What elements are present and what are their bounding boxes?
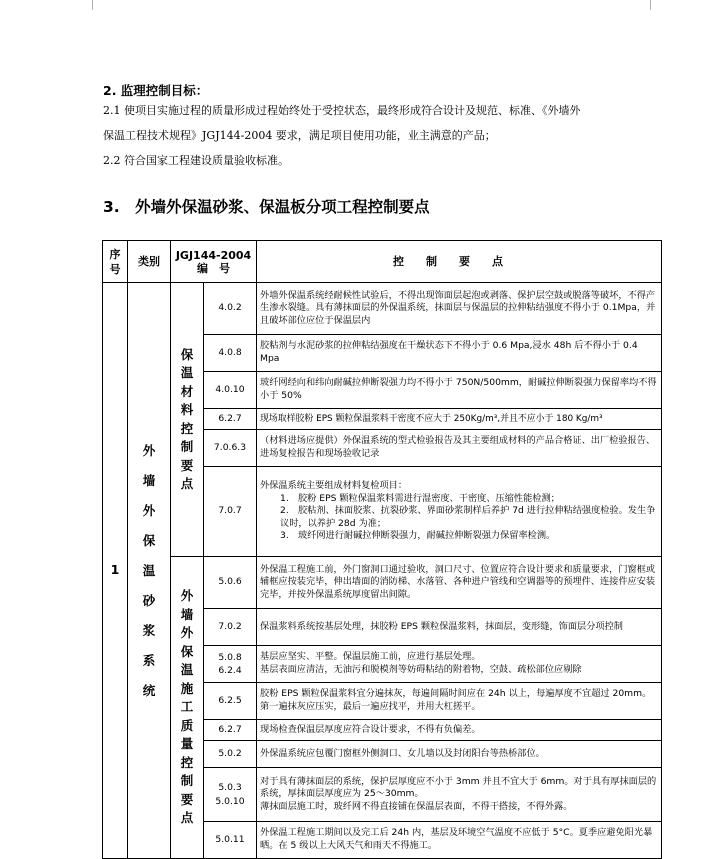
vertical-char: 要 (180, 791, 194, 807)
row-seq-number: 1 (103, 283, 128, 859)
requirement-cell: 对于具有薄抹面层的系统，保护层厚度应不小于 3mm 并且不宜大于 6mm。对于具有厚抹面层的系统，厚抹面层厚度应为 25～30mm。 薄抹面层施工时，玻纤网不得直接铺在保温层表面，不得干搭接，不得外露。 (257, 768, 662, 822)
vertical-char: 控 (180, 420, 194, 436)
requirement-cell: 外保温系统应包覆门窗框外侧洞口、女儿墙以及封闭阳台等热桥部位。 (257, 741, 662, 768)
vertical-char: 温 (180, 662, 194, 678)
vertical-char: 外 (142, 442, 156, 458)
requirement-cell: 胶粘剂与水泥砂浆的拉伸粘结强度在干燥状态下不得小于 0.6 Mpa,浸水 48h 后不得小于 0.4 Mpa (257, 335, 662, 372)
section-2-2: 2.2 符合国家工程建设质量验收标准。 (103, 154, 289, 167)
requirement-cell: 现场检查保温层厚度应符合设计要求，不得有负偏差。 (257, 720, 662, 741)
vertical-char: 点 (180, 810, 194, 826)
requirement-cell: 现场取样胶粉 EPS 颗粒保温浆料干密度不应大于 250Kg/m³,并且不应小于 180 Kg/m³ (257, 409, 662, 430)
header-code (171, 241, 257, 283)
header-requirements-text: 控制要点 (393, 255, 526, 268)
vertical-char: 温 (180, 365, 194, 380)
section-3-title: 3. 外墙外保温砂浆、保温板分项工程控制要点 (103, 198, 430, 216)
code-cell: 6.2.7 (204, 720, 257, 741)
requirement-cell: 外保温工程施工前，外门窗洞口通过验收，洞口尺寸、位置应符合设计要求和质量要求，门窗框或辅框应按装完毕，伸出墙面的消防梯、水落管、各种进户管线和空调器等的预埋件、连接件应安装完毕，并按外保温系统厚度留出间隙。 (257, 557, 662, 609)
code-cell: 5.0.2 (204, 741, 257, 768)
vertical-char: 墙 (180, 606, 194, 622)
requirement-intro: 外保温系统主要组成材料复检项目： (260, 480, 408, 492)
code-cell: 5.0.8 6.2.4 (204, 646, 257, 683)
header-code-line1: JGJ144-2004 (175, 248, 252, 262)
vertical-char: 砂 (142, 592, 156, 608)
requirement-item-3: 3. 玻纤网进行耐碱拉伸断裂强力，耐碱拉伸断裂强力保留率检测。 (280, 530, 556, 542)
vertical-char: 外 (142, 502, 156, 518)
table-header-row (103, 241, 662, 283)
vertical-char: 温 (142, 562, 156, 578)
vertical-char: 工 (180, 699, 194, 715)
code-cell: 5.0.3 5.0.10 (204, 768, 257, 822)
table-row (103, 283, 662, 335)
page-corner-mark-right (650, 0, 661, 10)
vertical-char: 施 (180, 680, 194, 696)
group-materials-cell (171, 283, 204, 557)
requirement-cell: 外墙外保温系统经耐候性试验后，不得出现饰面层起泡或剥落、保护层空鼓或脱落等破坏，不得产生渗水裂缝。具有薄抹面层的外保温系统，抹面层与保温层的拉伸粘结强度不得小于 0.1Mpa，并且破坏部位应位于保温层内 (257, 283, 662, 335)
vertical-char: 料 (180, 402, 194, 417)
requirement-cell: 保温浆料系统按基层处理，抹胶粉 EPS 颗粒保温浆料，抹面层，变形缝，饰面层分项控制 (257, 609, 662, 646)
section-2-1-line2: 保温工程技术规程》JGJ144-2004 要求，满足项目使用功能，业主满意的产品； (103, 129, 496, 142)
vertical-char: 制 (180, 439, 194, 454)
page-corner-mark-left (82, 0, 93, 10)
code-cell: 6.2.7 (204, 409, 257, 430)
vertical-char: 制 (180, 773, 194, 789)
section-2-1-line1: 2.1 使项目实施过程的质量形成过程始终处于受控状态，最终形成符合设计及规范、标准、《外墙外 (103, 104, 581, 117)
vertical-char: 浆 (142, 622, 156, 638)
code-cell: 4.0.8 (204, 335, 257, 372)
vertical-char: 质 (180, 717, 194, 733)
requirement-cell: 玻纤网经向和纬向耐碱拉伸断裂强力均不得小于 750N/500mm，耐碱拉伸断裂强力保留率均不得小于 50% (257, 372, 662, 409)
vertical-char: 保 (142, 532, 156, 548)
requirement-cell: 外保温工程施工期间以及完工后 24h 内，基层及环境空气温度不应低于 5°C。夏季应避免阳光暴晒。在 5 级以上大风天气和雨天不得施工。 (257, 822, 662, 859)
code-cell: 6.2.5 (204, 683, 257, 720)
table-row (103, 557, 662, 609)
control-points-table (102, 240, 662, 859)
header-requirements (257, 241, 662, 283)
code-cell: 5.0.6 (204, 557, 257, 609)
requirement-item-2: 2. 胶粘剂、抹面胶浆、抗裂砂浆、界面砂浆制样后养护 7d 进行拉伸粘结强度检验。发生争议时，以养护 28d 为准； (280, 505, 656, 529)
header-seq-text: 序号 (109, 247, 121, 276)
code-cell: 4.0.2 (204, 283, 257, 335)
requirement-cell: 基层应坚实、平整。保温层施工前，应进行基层处理。 基层表面应清洁，无油污和脱模剂等妨碍粘结的附着物，空鼓、疏松部位应剔除 (257, 646, 662, 683)
vertical-char: 要 (180, 457, 194, 473)
vertical-char: 点 (180, 476, 194, 491)
vertical-char: 墙 (142, 472, 156, 488)
vertical-char: 控 (180, 754, 194, 770)
group-materials-vertical-text (174, 346, 200, 494)
header-category-text: 类别 (138, 255, 160, 268)
group-construction-vertical-text (174, 587, 200, 828)
code-cell: 7.0.7 (204, 467, 257, 557)
header-category (128, 241, 171, 283)
vertical-char: 量 (180, 736, 194, 752)
requirement-item-1: 1. 胶粉 EPS 颗粒保温浆料需进行湿密度、干密度、压缩性能检测； (280, 492, 560, 504)
header-code-line2: 编 号 (197, 261, 230, 275)
code-cell: 5.0.11 (204, 822, 257, 859)
requirement-cell: （材料进场应提供）外保温系统的型式检验报告及其主要组成材料的产品合格证、出厂检验报告、进场复检报告和现场验收记录 (257, 430, 662, 467)
vertical-char: 系 (142, 652, 156, 668)
vertical-char: 外 (180, 625, 194, 641)
code-cell: 7.0.6.3 (204, 430, 257, 467)
header-seq (103, 241, 128, 283)
vertical-char: 保 (180, 346, 194, 362)
vertical-char: 材 (180, 383, 194, 399)
requirement-cell: 胶粉 EPS 颗粒保温浆料宜分遍抹灰，每遍间隔时间应在 24h 以上，每遍厚度不宜超过 20mm。第一遍抹灰应压实，最后一遍应找平，并用大杠搓平。 (257, 683, 662, 720)
section-2-title: 2. 监理控制目标： (103, 83, 209, 98)
category-vertical-text (131, 436, 167, 706)
vertical-char: 外 (180, 588, 194, 604)
code-cell: 4.0.10 (204, 372, 257, 409)
category-cell (128, 283, 171, 859)
requirement-cell (257, 467, 662, 557)
group-construction-cell (171, 557, 204, 859)
code-cell: 7.0.2 (204, 609, 257, 646)
vertical-char: 统 (142, 682, 156, 698)
vertical-char: 保 (180, 643, 194, 659)
